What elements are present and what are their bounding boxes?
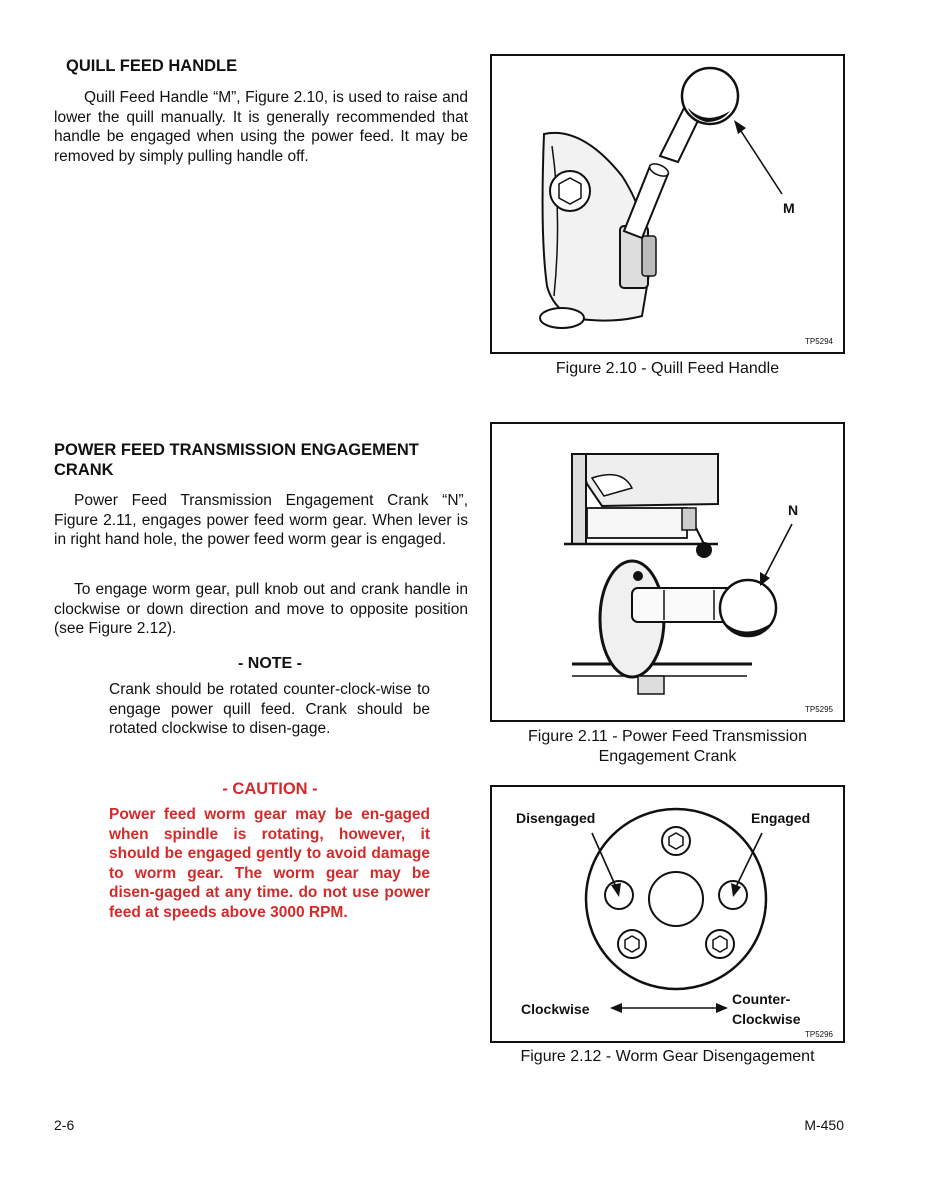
figure-2-12-label-disengaged: Disengaged (516, 810, 596, 826)
footer-document-id: M-450 (804, 1117, 844, 1133)
figure-2-10-quill-feed-handle (490, 54, 845, 354)
caution-body: Power feed worm gear may be en-gaged when spindle is rotating, however, it should be engaged gently to avoid damage to worm gear. The worm gear may be disen-gaged at any time. do not use power feed at speeds above 3000 RPM. (109, 806, 430, 921)
caution-title: - CAUTION - (222, 780, 318, 798)
figure-2-12-label-counter: Counter- (732, 991, 791, 1007)
quill-feed-paragraph: Quill Feed Handle “M”, Figure 2.10, is used to raise and lower the quill manually. It is generally recommended that handle be engaged when using the power feed. It may be removed by simply pulling handle off. (54, 89, 468, 165)
figure-2-11-label-n: N (788, 502, 799, 518)
hex-hole-top (662, 827, 690, 855)
figure-2-11-engagement-crank (490, 422, 845, 722)
power-feed-paragraph-1: Power Feed Transmission Engagement Crank “N”, Figure 2.11, engages power feed worm gear. When lever is in right hand hole, the power feed worm gear is engaged. (54, 492, 468, 549)
note-body: Crank should be rotated counter-clock-wise to engage power quill feed. Crank should be rotated clockwise to disen-gage. (109, 681, 430, 738)
footer-page-number: 2-6 (54, 1117, 75, 1133)
figure-2-10-caption: Figure 2.10 - Quill Feed Handle (555, 360, 780, 377)
figure-2-12-worm-gear (490, 785, 845, 1043)
figure-2-11-caption-line-1: Figure 2.11 - Power Feed Transmission (528, 728, 807, 745)
figure-2-10-label-m: M (783, 200, 795, 216)
figure-2-12-label-counter-clockwise: Clockwise (732, 1011, 801, 1027)
hex-hole-bottom-left (618, 930, 646, 958)
figure-2-12-code: TP5296 (804, 1030, 833, 1039)
section-heading-power-feed-crank: POWER FEED TRANSMISSION ENGAGEMENT CRANK (54, 441, 419, 479)
figure-2-12-caption: Figure 2.12 - Worm Gear Disengagement (520, 1048, 815, 1065)
figure-2-12-label-clockwise: Clockwise (521, 1001, 590, 1017)
hex-hole-bottom-right (706, 930, 734, 958)
figure-2-11-caption-line-2: Engagement Crank (598, 748, 737, 765)
note-title: - NOTE - (238, 655, 302, 672)
figure-2-10-code: TP5294 (804, 337, 833, 346)
engagement-crank-illustration (492, 424, 843, 720)
power-feed-paragraph-2: To engage worm gear, pull knob out and crank handle in clockwise or down direction and move to opposite position (see Figure 2.12). (54, 581, 468, 638)
section-heading-quill-feed-handle: QUILL FEED HANDLE (66, 57, 238, 75)
figure-2-12-label-engaged: Engaged (751, 810, 811, 826)
figure-2-11-code: TP5295 (804, 705, 833, 714)
